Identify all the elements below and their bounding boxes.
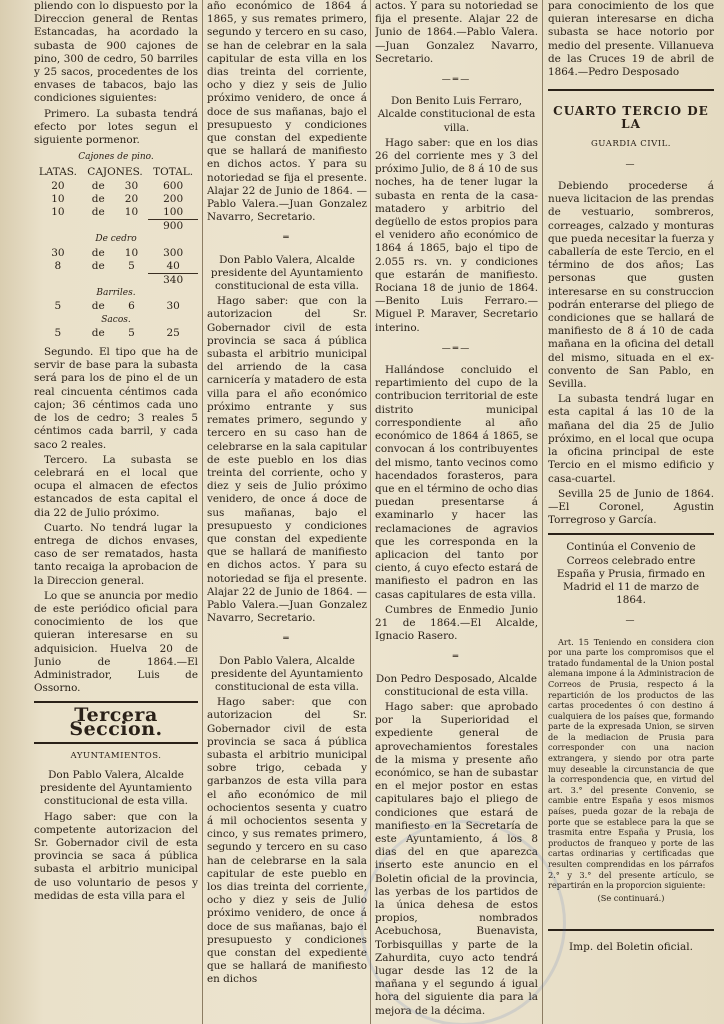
cell: 200 xyxy=(163,192,184,205)
cell: 20 xyxy=(51,179,65,192)
separator: — xyxy=(625,159,637,170)
section-rule xyxy=(548,89,714,91)
condicion-segundo: Segundo. El tipo que ha de servir de base para la subasta será para los de pino el de un real cincuenta céntimos cada cajon; 36 céntimos cada uno de los de cedro; 3 reales 5 céntimos cada barril, y cada saco 2 reales. xyxy=(34,346,198,451)
cell: 5 xyxy=(54,326,62,339)
cell: 40 xyxy=(166,259,180,272)
cell: 600 xyxy=(163,179,184,192)
table-row xyxy=(34,206,198,220)
article-text: Art. 15 Teniendo en considera cion por una parte los compromisos que el tratado fundamental de la Union postal alemana impone á la Administracion de Correos de Prusia, respecto á la repartición de los productos de las cartas procedentes ó con destino á cualquiera de los países que, formando parte de la expresada Union, se sirven de la mediacion de Prusia para corresponder con una nacion extrangera, y siendo por otra parte muy deseable la circunstancia de que la correspondencia que, en virtud del art. 3.° del presente Convenio, se cambie entre España y esos mismos países, pueda gozar de la rebaja de porte que se establece para la que se trasmita entre España y Prusia, los productos de franqueo y porte de las cartas ordinarias y certificadas que resulten comprendidas en los párrafos 2.° y 3.° del presente artículo, se repartirán en la proporcion siguiente: xyxy=(548,636,714,891)
continuara-note: (Se continuará.) xyxy=(597,892,665,903)
edict-header: Don Benito Luis Ferraro, Alcalde constitucional de esta villa. xyxy=(377,95,536,134)
cell: 30 xyxy=(51,246,65,259)
lots-table xyxy=(34,166,198,340)
guardia-text: Debiendo procederse á nueva licitacion de las prendas de vestuario, sombreros, correages, calzado y monturas que pueda necesitar la fuerza y caballería de este Tercio, en el término de dos años; Las personas que gusten interesarse en su construccion podrán enterarse del pliego de condiciones que se hallará de manifiesto de 8 á 10 de cada mañana en la oficina del detall del mismo, situada en el ex-convento de San Pablo, en Sevilla. xyxy=(548,180,714,391)
section-title: Tercera Seccion. xyxy=(69,704,163,740)
edict-continuation: para conocimiento de los que quieran interesarse en dicha subasta se hace notorio por medio del presente. Villanueva de las Cruces 19 de abril de 1864.—Pedro Desposado xyxy=(548,0,714,79)
cell: de xyxy=(91,206,105,219)
guardia-civil-heading: GUARDIA CIVIL. xyxy=(591,138,671,149)
column-divider xyxy=(202,0,203,1024)
condicion-primero: Primero. La subasta tendrá efecto por lotes segun el siguiente pormenor. xyxy=(34,107,198,147)
cell: de xyxy=(91,179,105,192)
edict-header: Don Pedro Desposado, Alcalde constitucional de esta villa. xyxy=(375,672,538,698)
table-row xyxy=(34,327,198,340)
condicion-tercero: Tercero. La subasta se celebrará en el local que ocupa el almacen de efectos estancados de esta capital el dia 22 de Julio próximo. xyxy=(34,453,198,519)
separator: ═ xyxy=(283,233,291,244)
header-latas: LATAS. xyxy=(38,166,77,179)
header-cajones: CAJONES. xyxy=(87,166,143,179)
cell: 10 xyxy=(124,246,139,259)
subasta-intro: pliendo con lo dispuesto por la Direccion general de Rentas Estancadas, ha acordado la subasta de 900 cajones de pino, 300 de cedro, 50 barriles y 25 sacos, procedentes de los envases de tabacos, bajo las condiciones siguientes: xyxy=(34,0,198,105)
column-1 xyxy=(34,0,198,1024)
column-2 xyxy=(207,0,367,1024)
cell: de xyxy=(91,192,105,205)
cuarto-tercio-heading: CUARTO TERCIO DE LA xyxy=(553,104,709,132)
edict-text: Hallándose concluido el repartimiento del cupo de la contribucion territorial de este distrito municipal correspondiente al año económico de 1864 á 1865, se convocan á los contribuyentes del mismo, tanto vecinos como hacendados forasteros, para que en el término de ocho dias puedan presentarse á examinarlo y hacer las reclamaciones de agravios que les corresponda en la aplicacion del tanto por ciento, á cuyo efecto estará de manifiesto el padron en las casas capitulares de esta villa. xyxy=(375,364,538,601)
condicion-cuarto: Cuarto. No tendrá lugar la entrega de dichos envases, caso de ser rematados, hasta tanto recaiga la aprobacion de la Direccion general. xyxy=(34,521,198,587)
column-divider xyxy=(370,0,371,1024)
guardia-text-2: La subasta tendrá lugar en esta capital á las 10 de la mañana del dia 25 de Julio próximo, en el local que ocupa la oficina principal de este Tercio en el mismo edificio y casa-cuartel. xyxy=(548,393,714,485)
cedro-title: De cedro xyxy=(95,234,137,245)
cell: de xyxy=(91,260,105,273)
cell: de xyxy=(91,326,105,339)
cell: 10 xyxy=(51,206,65,219)
table-row xyxy=(34,180,198,193)
edict-header: Don Pablo Valera, Alcalde presidente del Ayuntamiento constitucional de esta villa. xyxy=(210,253,364,293)
cedro-total: 340 xyxy=(148,274,198,288)
edict-text: Hago saber: que con autorizacion del Sr. Gobernador civil de esta provincia se saca á pública subasta el arbitrio municipal sobre trigo, cebada y garbanzos de esta villa para el año económico de mil ochocientos sesenta y cuatro á mil ochocientos sesenta y cinco, y sus remates primero, segundo y tercero en su caso han de celebrarse en la sala capitular de este pueblo en los dias treinta del corriente, ocho y diez y seis de Julio próximo venidero, de once á doce de sus mañanas, bajo el presupuesto y condiciones que constan del expediente que se hallará de manifiesto en dichos xyxy=(207,696,367,986)
column-4 xyxy=(548,0,714,1024)
table-row xyxy=(34,274,198,288)
table-row xyxy=(34,220,198,234)
anuncio-cierre: Lo que se anuncia por medio de este periódico oficial para conocimiento de los que quieran interesarse en su adquisicion. Huelva 20 de Junio de 1864.—El Administrador, Luis de Ossorno. xyxy=(34,589,198,695)
cell: 300 xyxy=(163,246,184,259)
separator: ═ xyxy=(283,634,291,645)
convenio-title: Continúa el Convenio de Correos celebrado entre España y Prusia, firmado en Madrid el 11 de marzo de 1864. xyxy=(556,541,706,607)
cell: de xyxy=(91,300,105,313)
header-total: TOTAL. xyxy=(153,166,194,179)
table-header-row xyxy=(34,166,198,179)
separator: —═— xyxy=(441,75,472,86)
edict-continuation: año económico de 1864 á 1865, y sus remates primero, segundo y tercero en su caso, se han de celebrar en la sala capitular de esta villa en los dias treinta del corriente, ocho y diez y seis de Julio próximo venidero, de once á doce de sus mañanas, bajo el presupuesto y condiciones que constan del expediente que se hallará de manifiesto en dichos actos. Y para su notoriedad se fija el presente. Alajar 22 de Junio de 1864. —Pablo Valera.—Juan Gonzalez Navarro, Secretario. xyxy=(207,0,367,224)
table-row xyxy=(34,193,198,206)
imprenta-footer: Imp. del Boletin oficial. xyxy=(569,941,693,954)
edict-text: Hago saber: que aprobado por la Superioridad el expediente general de aprovechamientos forestales de la misma y presente año económico, se han de subastar en el mejor postor en estas capitulares bajo el pliego de condiciones que estará de manifiesto en la Secretaría de este Ayuntamiento, á los 8 dias del en que aparezca inserto este anuncio en el Boletin oficial de la provincia, las yerbas de los partidos de la única dehesa de estos propios, nombrados Acebuchosa, Buenavista, Torbisquillas y parte de la Zahurdita, cuyo acto tendrá lugar desde las 12 de la mañana y el segundo á igual hora del siguiente dia para la mejora de la décima. xyxy=(375,700,538,1017)
cell: 30 xyxy=(124,179,139,192)
cell: de xyxy=(91,246,105,259)
separator: ═ xyxy=(452,652,461,663)
cell: 6 xyxy=(128,300,135,313)
ayuntamientos-heading: AYUNTAMIENTOS. xyxy=(70,750,162,761)
cell: 30 xyxy=(166,300,180,313)
cell: 10 xyxy=(124,206,139,219)
cell: 5 xyxy=(128,326,135,339)
cell: 20 xyxy=(124,192,139,205)
edict-signature: Cumbres de Enmedio Junio 21 de 1864.—El Alcalde, Ignacio Rasero. xyxy=(375,603,538,643)
cell: 5 xyxy=(54,300,62,313)
table-row xyxy=(34,247,198,260)
column-divider xyxy=(542,0,543,1024)
guardia-signature: Sevilla 25 de Junio de 1864.—El Coronel, Agustin Torregroso y García. xyxy=(548,487,714,527)
edict-text: Hago saber: que con la competente autorizacion del Sr. Gobernador civil de esta provincia se saca á pública subasta el arbitrio municipal de uso voluntario de pesos y medidas de esta villa para el xyxy=(34,810,198,902)
table-row xyxy=(34,260,198,274)
edict-header: Don Pablo Valera, Alcalde presidente del Ayuntamiento constitucional de esta villa. xyxy=(39,768,193,808)
section-rule xyxy=(548,533,714,535)
separator: — xyxy=(625,616,637,627)
edict-continuation: actos. Y para su notoriedad se fija el presente. Alajar 22 de Junio de 1864.—Pablo Valera.—Juan Gonzalez Navarro, Secretario. xyxy=(375,0,538,65)
section-rule xyxy=(548,929,714,931)
cell: 100 xyxy=(163,206,184,219)
cell: 8 xyxy=(54,260,62,273)
edict-header: Don Pablo Valera, Alcalde presidente del Ayuntamiento constitucional de esta villa. xyxy=(210,654,364,693)
edict-text: Hago saber: que con la autorizacion del Sr. Gobernador civil de esta provincia se saca á pública subasta el arbitrio municipal del arriendo de la casa carnicería y matadero de esta villa para el año económico próximo entrante y sus remates primero, segundo y tercero en su caso han de celebrarse en la sala capitular de este pueblo en los dias treinta del corriente, ocho y diez y seis de Julio próximo venidero, de once á doce de sus mañanas, bajo el presupuesto y condiciones que constan del expediente que se hallará de manifiesto en dichos actos. Y para su notoriedad se fija el presente. Alajar 22 de Junio de 1864. —Pablo Valera.—Juan Gonzalez Navarro, Secretario. xyxy=(207,295,367,625)
sacos-title: Sacos. xyxy=(101,314,131,325)
edict-text: Hago saber: que en los dias 26 del corriente mes y 3 del próximo Julio, de 8 á 10 de sus noches, ha de tener lugar la subasta en renta de la casa-matadero y arbitrio del degüello de estos propios para el venidero año económico de 1864 á 1865, bajo el tipo de 2.055 rs. vn. y condiciones que estarán de manifiesto. Rociana 18 de junio de 1864. —Benito Luis Ferraro.—Miguel P. Maraver, Secretario interino. xyxy=(375,136,538,334)
cell: 25 xyxy=(166,326,180,339)
pino-total: 900 xyxy=(148,220,198,234)
cell: 10 xyxy=(51,192,65,205)
section-rule xyxy=(34,701,198,703)
column-3 xyxy=(375,0,538,1024)
separator: —═— xyxy=(441,343,472,354)
barriles-title: Barriles. xyxy=(96,288,136,299)
cell: 5 xyxy=(128,260,135,273)
table-title-pino: Cajones de pino. xyxy=(78,152,154,163)
section-rule xyxy=(34,742,198,744)
table-row xyxy=(34,300,198,313)
